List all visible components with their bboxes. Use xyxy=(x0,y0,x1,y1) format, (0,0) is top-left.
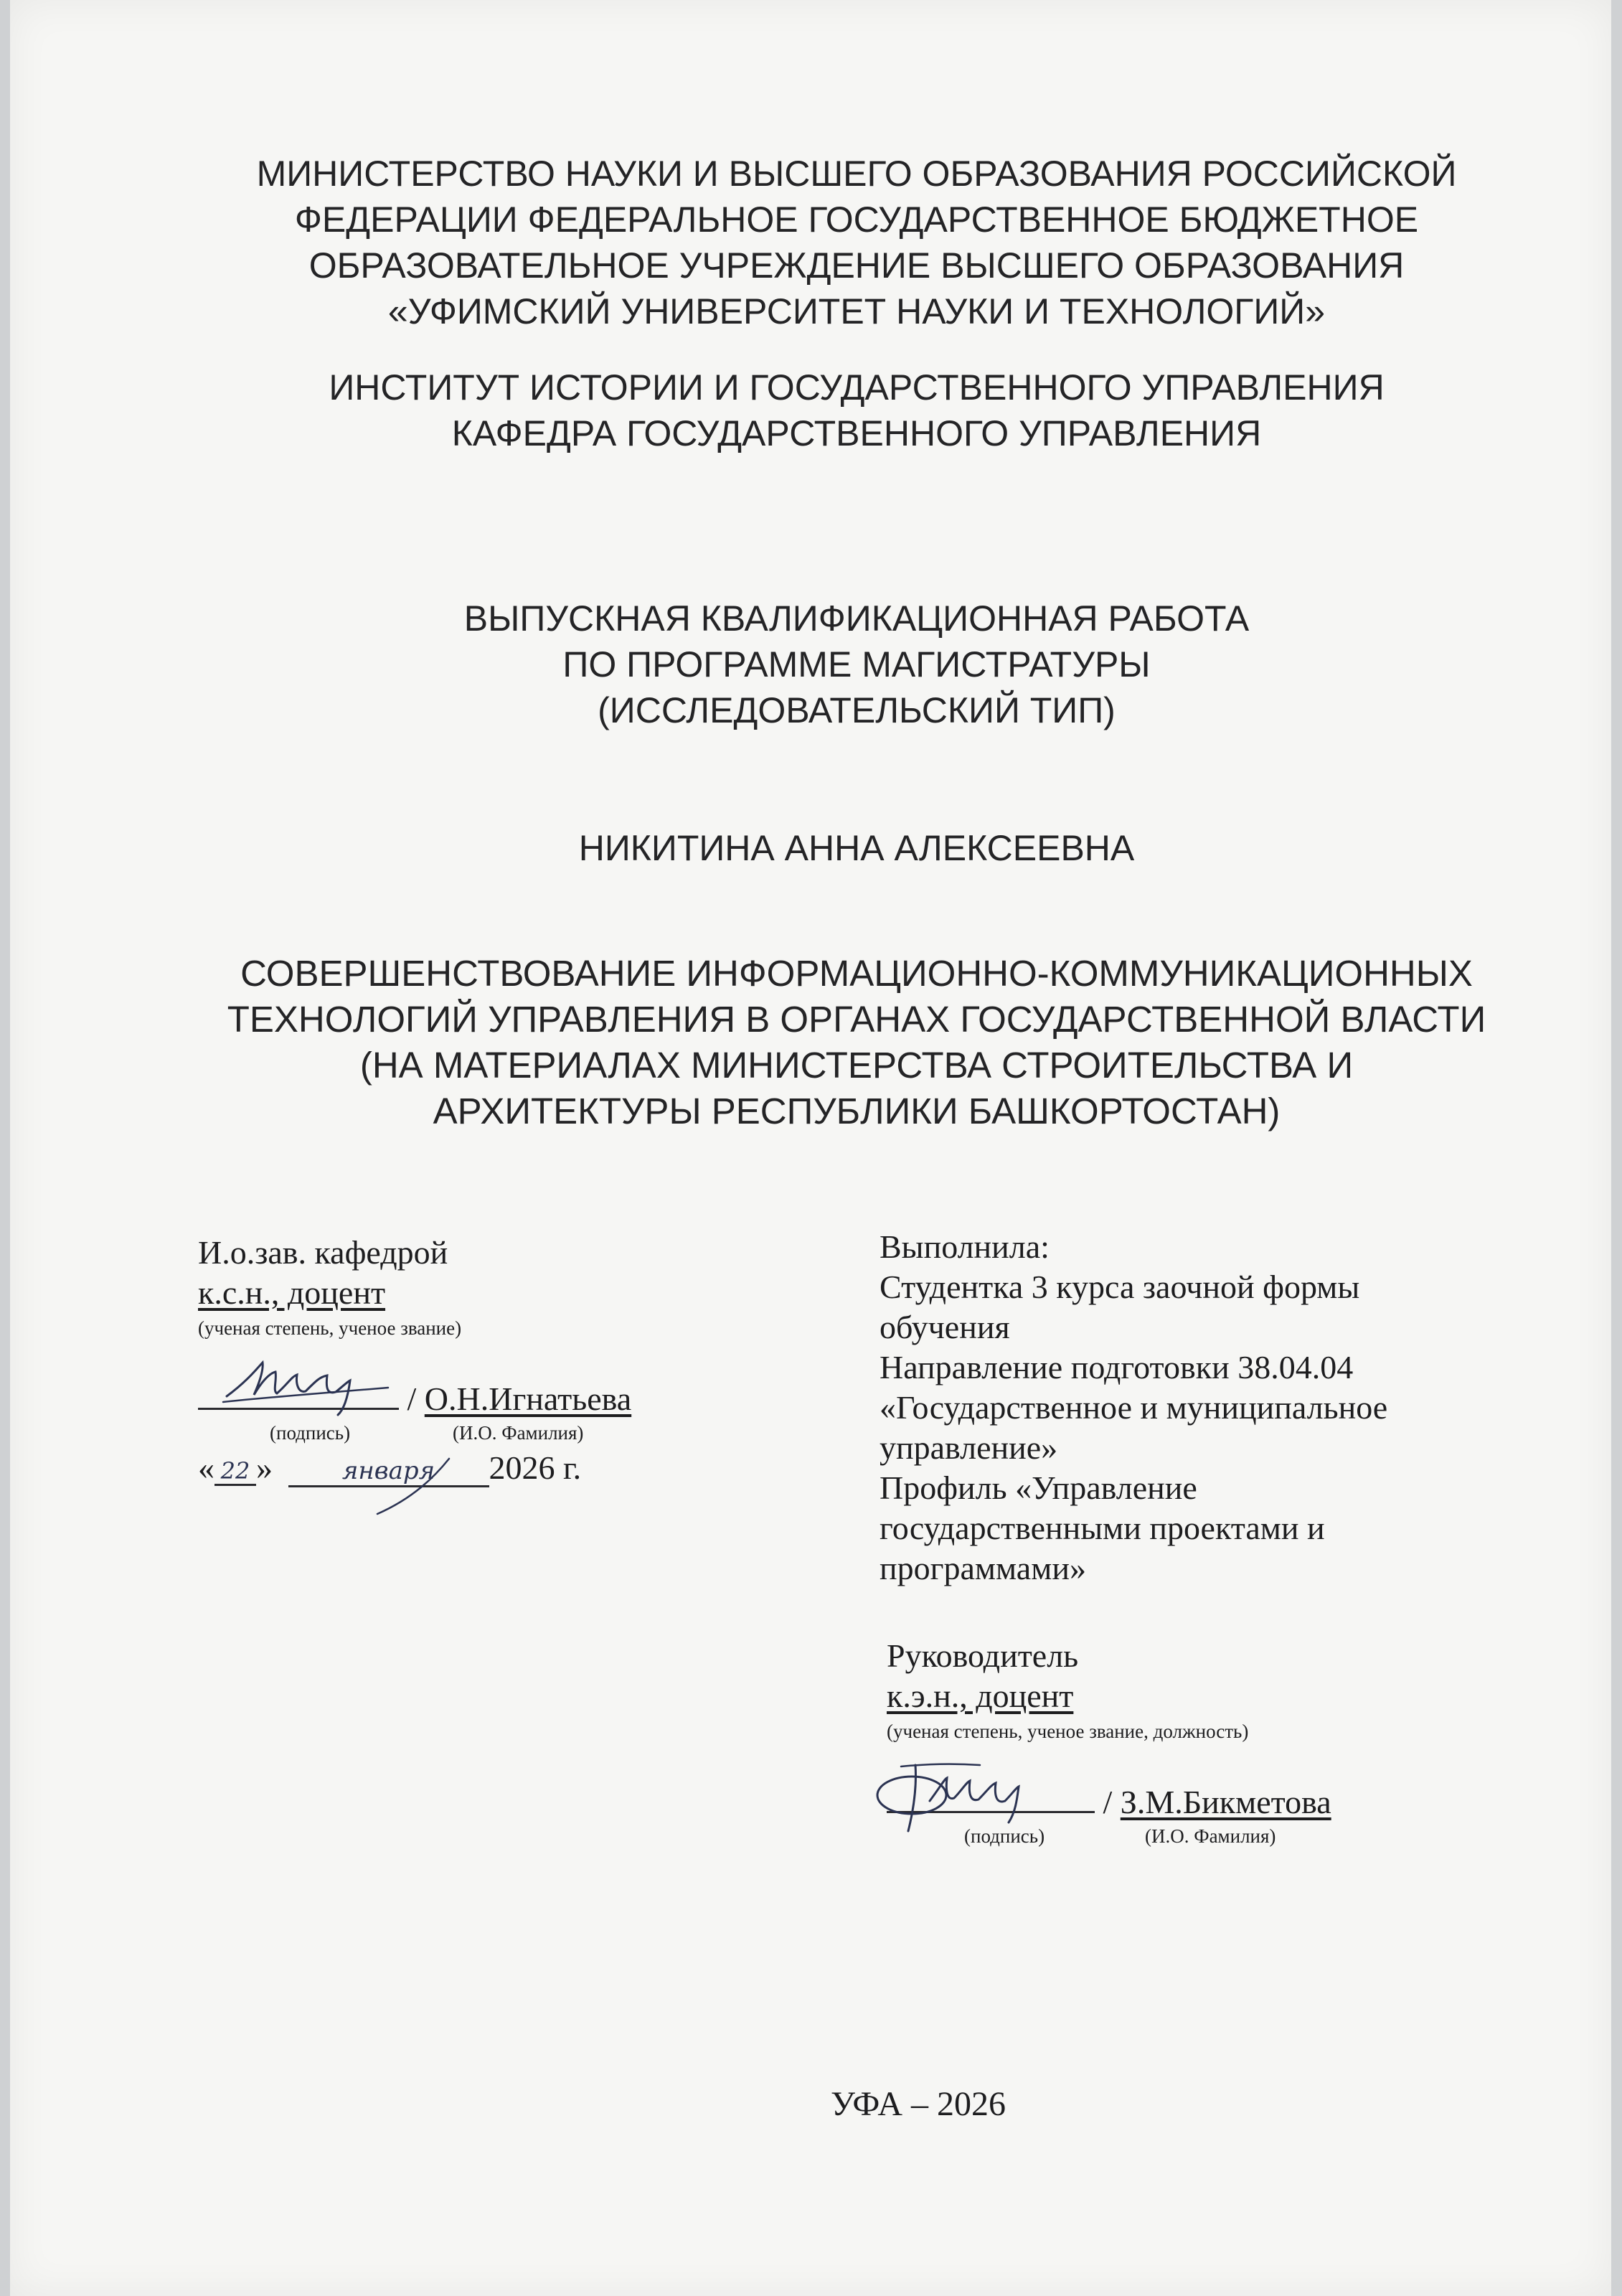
student-line: государственными проектами и xyxy=(880,1510,1325,1546)
supervisor-degree: к.э.н., доцент xyxy=(887,1678,1074,1714)
hod-title: И.о.зав. кафедрой xyxy=(198,1234,448,1271)
student-line: Профиль «Управление xyxy=(880,1469,1197,1506)
city-year: УФА – 2026 xyxy=(831,2085,1006,2123)
student-line: управление» xyxy=(880,1429,1058,1466)
hod-captions-row xyxy=(198,1421,743,1446)
work-type-line: ВЫПУСКНАЯ КВАЛИФИКАЦИОННАЯ РАБОТА xyxy=(463,598,1250,639)
supervisor-degree-caption: (ученая степень, ученое звание, должность) xyxy=(887,1721,1249,1742)
hod-name: О.Н.Игнатьева xyxy=(424,1380,632,1417)
date-close-quote: » xyxy=(256,1449,273,1486)
date-year: 2026 г. xyxy=(489,1449,582,1486)
student-line: Направление подготовки 38.04.04 xyxy=(880,1349,1354,1385)
work-type-line: (ИССЛЕДОВАТЕЛЬСКИЙ ТИП) xyxy=(598,690,1116,730)
institute-block xyxy=(154,364,1560,456)
student-block xyxy=(880,1227,1540,1850)
topic-line: (НА МАТЕРИАЛАХ МИНИСТЕРСТВА СТРОИТЕЛЬСТВА И xyxy=(359,1045,1354,1086)
author-name: НИКИТИНА АННА АЛЕКСЕЕВНА xyxy=(578,828,1135,868)
student-line: обучения xyxy=(880,1309,1010,1345)
supervisor-name-caption: (И.О. Фамилия) xyxy=(1145,1825,1276,1847)
hod-name-caption: (И.О. Фамилия) xyxy=(453,1422,584,1444)
topic-line: АРХИТЕКТУРЫ РЕСПУБЛИКИ БАШКОРТОСТАН) xyxy=(433,1091,1281,1131)
work-type-line: ПО ПРОГРАММЕ МАГИСТРАТУРЫ xyxy=(562,644,1151,684)
topic-line: ТЕХНОЛОГИЙ УПРАВЛЕНИЯ В ОРГАНАХ ГОСУДАРСТВЕННОЙ ВЛАСТИ xyxy=(227,999,1486,1040)
supervisor-name: З.М.Бикметова xyxy=(1120,1784,1331,1820)
hod-degree-caption: (ученая степень, ученое звание) xyxy=(198,1317,462,1339)
department-name: КАФЕДРА ГОСУДАРСТВЕННОГО УПРАВЛЕНИЯ xyxy=(451,413,1262,453)
student-line: программами» xyxy=(880,1550,1086,1586)
ministry-line: МИНИСТЕРСТВО НАУКИ И ВЫСШЕГО ОБРАЗОВАНИЯ РОССИЙСКОЙ xyxy=(256,154,1457,194)
thesis-topic xyxy=(154,951,1560,1134)
university-name: «УФИМСКИЙ УНИВЕРСИТЕТ НАУКИ И ТЕХНОЛОГИЙ» xyxy=(387,291,1326,331)
supervisor-signature-caption: (подпись) xyxy=(964,1825,1045,1847)
student-line: Студентка 3 курса заочной формы xyxy=(880,1269,1360,1305)
hod-signature-caption: (подпись) xyxy=(270,1422,351,1444)
performed-label: Выполнила: xyxy=(880,1228,1050,1265)
work-type xyxy=(154,596,1560,733)
hod-date-row xyxy=(198,1448,743,1488)
ministry-line: ОБРАЗОВАТЕЛЬНОЕ УЧРЕЖДЕНИЕ ВЫСШЕГО ОБРАЗОВАНИЯ xyxy=(308,245,1405,286)
hod-signature-line xyxy=(198,1376,399,1410)
ministry-line: ФЕДЕРАЦИИ ФЕДЕРАЛЬНОЕ ГОСУДАРСТВЕННОЕ БЮДЖЕТНОЕ xyxy=(294,199,1419,240)
institute-name: ИНСТИТУТ ИСТОРИИ И ГОСУДАРСТВЕННОГО УПРАВЛЕНИЯ xyxy=(329,367,1385,408)
document-page xyxy=(10,0,1611,2296)
hod-slash: / xyxy=(407,1380,417,1417)
date-open-quote: « xyxy=(198,1449,214,1486)
hod-signature-row xyxy=(198,1376,743,1416)
student-line: «Государственное и муниципальное xyxy=(880,1389,1388,1426)
hod-degree: к.с.н., доцент xyxy=(198,1274,386,1311)
ministry-header xyxy=(154,151,1560,334)
date-month: января xyxy=(288,1457,489,1487)
head-of-department-block xyxy=(198,1233,743,1488)
supervisor-block xyxy=(887,1636,1540,1850)
topic-line: СОВЕРШЕНСТВОВАНИЕ ИНФОРМАЦИОННО-КОММУНИКАЦИОННЫХ xyxy=(240,953,1473,994)
supervisor-signature-row xyxy=(887,1779,1540,1820)
date-day: 22 xyxy=(214,1458,256,1486)
supervisor-slash: / xyxy=(1103,1784,1113,1820)
supervisor-title: Руководитель xyxy=(887,1637,1079,1674)
supervisor-signature-line xyxy=(887,1779,1095,1813)
supervisor-captions-row xyxy=(887,1824,1540,1850)
